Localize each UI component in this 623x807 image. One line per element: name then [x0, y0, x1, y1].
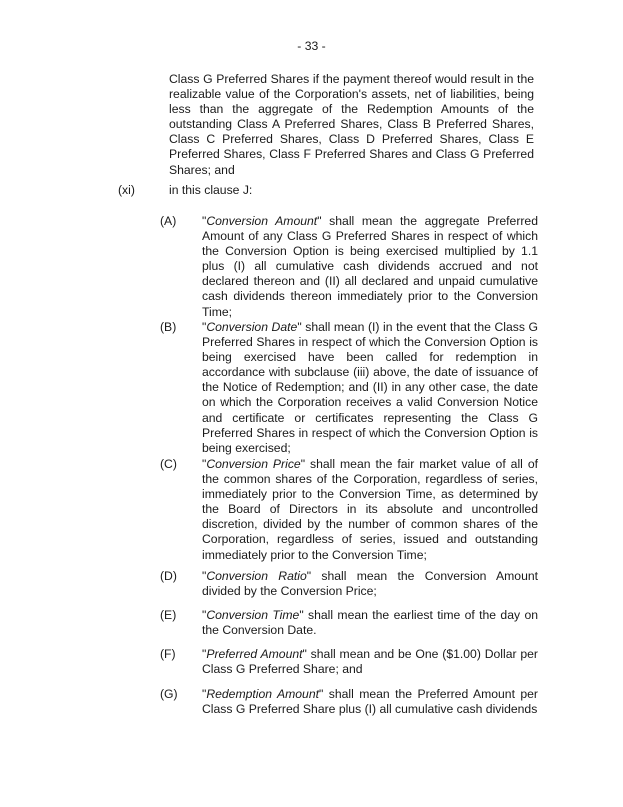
definition-text: "Conversion Time" shall mean the earliest time of the day on the Conversion Date. [202, 608, 538, 638]
definition-label: (B) [160, 320, 177, 334]
definition-label: (G) [160, 687, 178, 701]
definition-text: "Redemption Amount" shall mean the Preferred Amount per Class G Preferred Share plus (I) all cumulative cash dividends [202, 687, 538, 717]
definition-text: "Conversion Ratio" shall mean the Conversion Amount divided by the Conversion Price; [202, 569, 539, 599]
definition-text: "Preferred Amount" shall mean and be One ($1.00) Dollar per Class G Preferred Share; and [202, 647, 538, 677]
defined-term: Redemption Amount [206, 687, 319, 701]
defined-term: Conversion Ratio [206, 569, 307, 583]
definition-text: "Conversion Date" shall mean (I) in the event that the Class G Preferred Shares in respect of which the Conversion Option is being exercised have been called for redemption in accordance with subclause (iii) above, the date of issuance of the Notice of Redemption; and (II) in any other case, the date on which the Corporation receives a valid Conversion Notice and certificate or certificates representing the Class G Preferred Shares in respect of which the Conversion Option is being exercised; [202, 320, 538, 455]
definition-label: (D) [160, 569, 177, 583]
defined-term: Preferred Amount [206, 647, 303, 661]
definition-label: (E) [160, 608, 177, 622]
clause-text: in this clause J: [169, 183, 253, 197]
defined-term: Conversion Price [206, 457, 301, 471]
definition-text: "Conversion Amount" shall mean the aggregate Preferred Amount of any Class G Preferred Shares in respect of which the Conversion Option is being exercised multiplied by 1.1 plus (I) all cumulative cash dividends accrued and not declared thereon and (II) all declared and unpaid cumulative cash dividends thereon immediately prior to the Conversion Time; [202, 214, 538, 319]
page-number: - 33 - [297, 39, 326, 53]
definition-label: (C) [160, 457, 177, 471]
defined-term: Conversion Amount [206, 214, 318, 228]
definition-label: (F) [160, 647, 176, 661]
defined-term: Conversion Date [206, 320, 298, 334]
intro-paragraph: Class G Preferred Shares if the payment thereof would result in the realizable value of the Corporation's assets, net of liabilities, being less than the aggregate of the Redemption Amounts of the outstanding Class A Preferred Shares, Class B Preferred Shares, Class C Preferred Shares, Class D Preferred Shares, Class E Preferred Shares, Class F Preferred Shares and Class G Preferred Shares; and [169, 72, 534, 177]
clause-number: (xi) [118, 183, 135, 197]
definition-label: (A) [160, 214, 177, 228]
defined-term: Conversion Time [206, 608, 300, 622]
definition-text: "Conversion Price" shall mean the fair market value of all of the common shares of the Corporation, regardless of series, immediately prior to the Conversion Time, as determined by the Board of Directors in its absolute and uncontrolled discretion, divided by the number of common shares of the Corporation, regardless of series, issued and outstanding immediately prior to the Conversion Time; [202, 457, 538, 562]
